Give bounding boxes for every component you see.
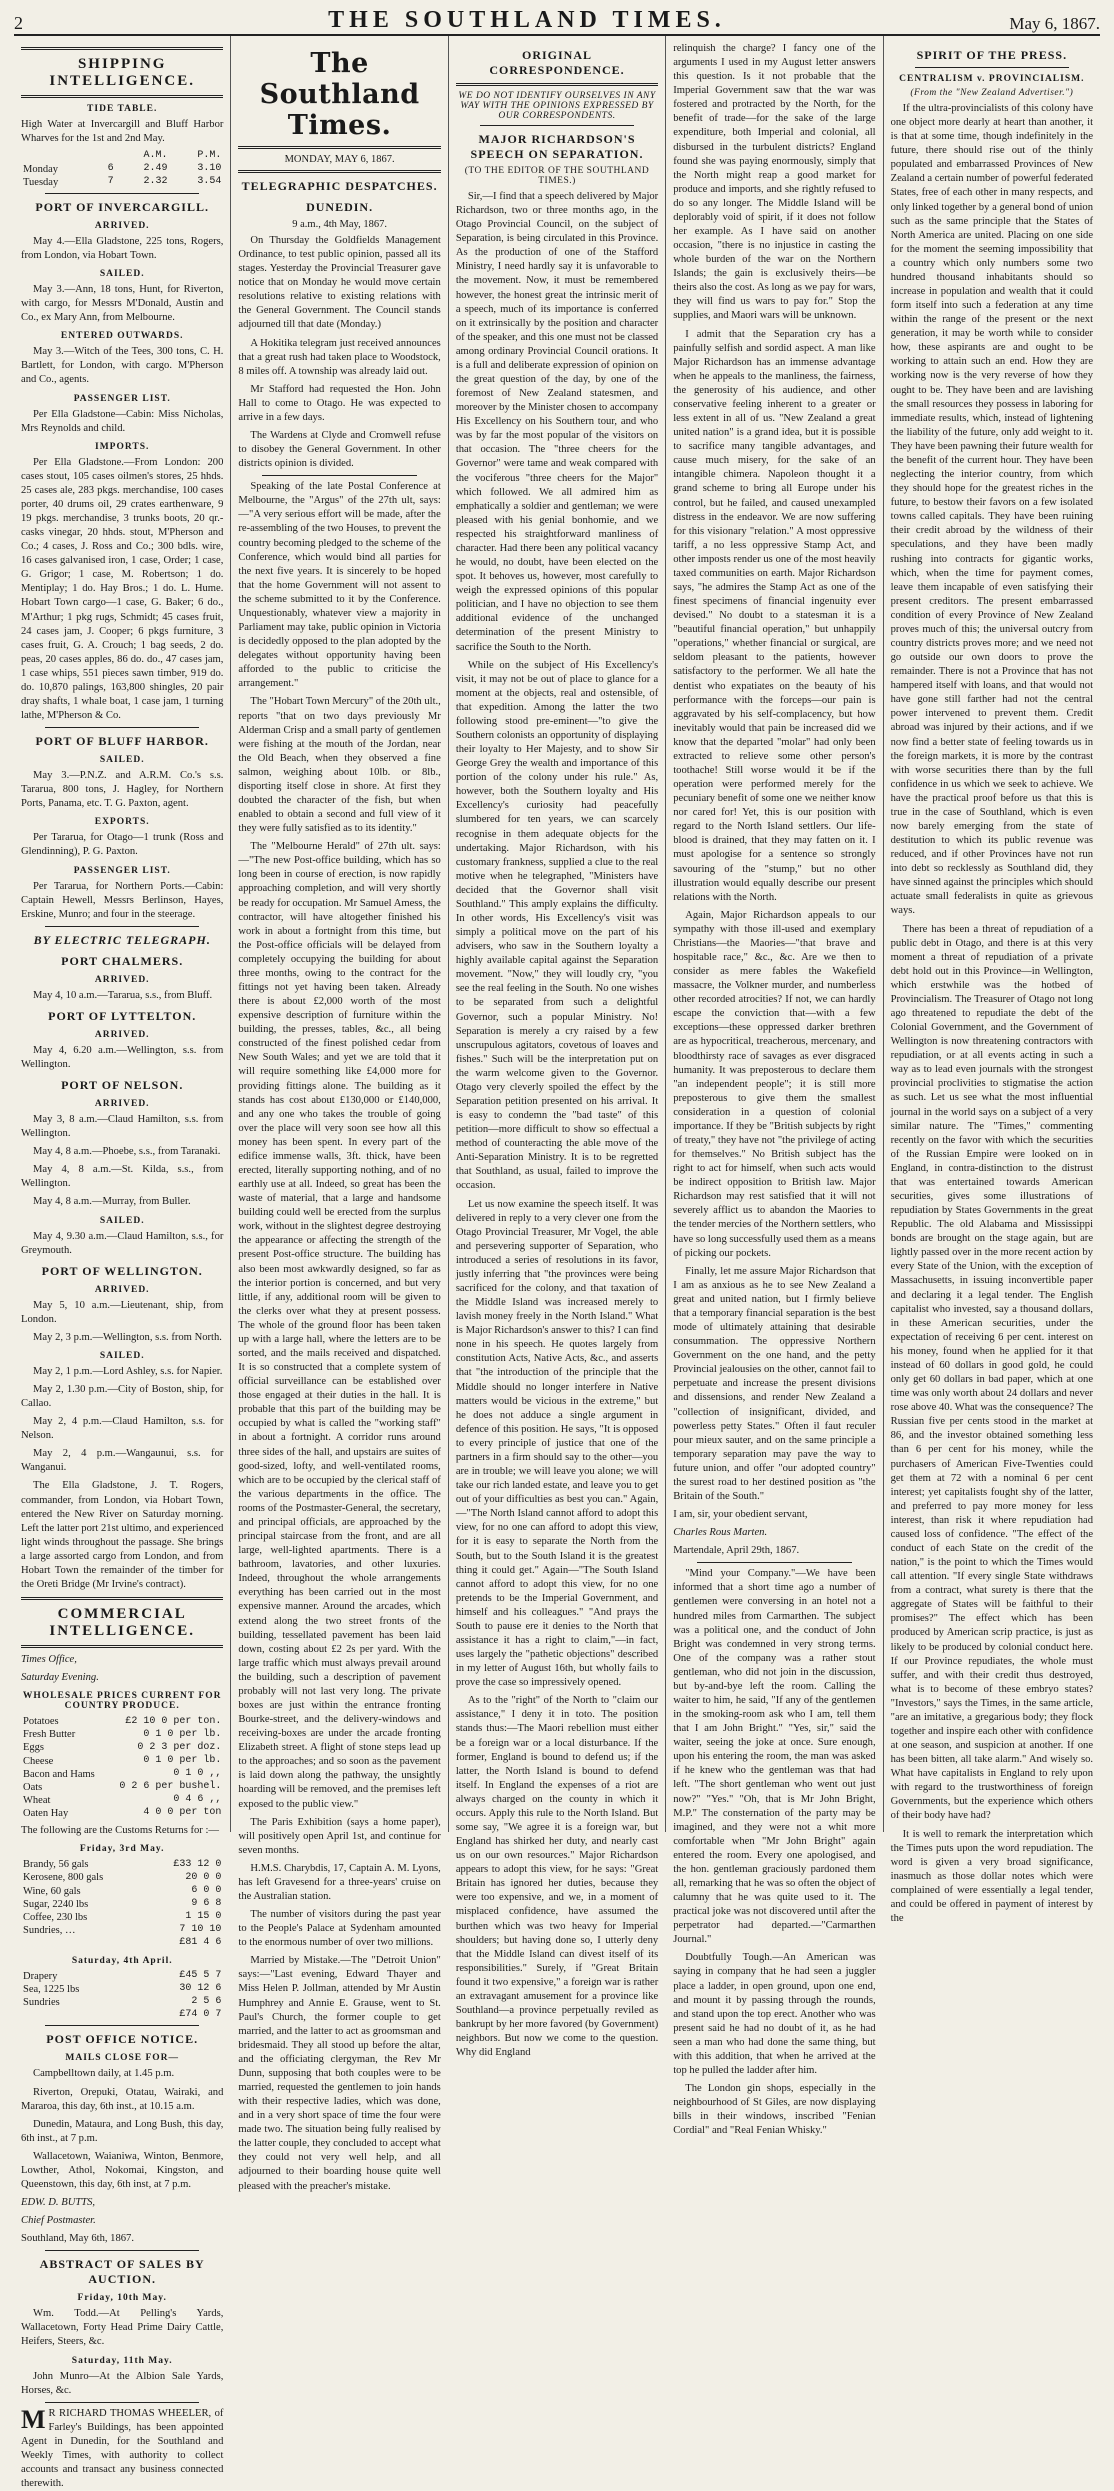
customs-table-friday <box>21 1858 223 1949</box>
customs-table-saturday <box>21 1970 223 2022</box>
table-row: Cheese 0 1 0 per lb. <box>23 1754 222 1767</box>
port-bluff-heading: PORT OF BLUFF HARBOR. <box>35 734 209 749</box>
shipping-heading: SHIPPING INTELLIGENCE. <box>49 56 196 89</box>
telegraph-heading: TELEGRAPHIC DESPATCHES. <box>241 179 438 193</box>
table-row: Oats 0 2 6 per bushel. <box>23 1781 222 1793</box>
page-number: 2 <box>14 13 23 33</box>
table-row: Coffee, 230 lbs 1 15 0 <box>23 1911 222 1923</box>
column-correspondence-cont: relinquish the charge? I fancy one of the arguments I used in my August letter answers this question. Is it not probable that the Imperial Government saw that the war was fostered and protracted by the North, for the benefit of trade—for the sake of the large expenditure, both Imperial and colonial, all disbursed in the turbulent districts? England found she was paying enormously, simply that the North might reap a good market for produce and imports, and she rightly refused to do so any longer. The Middle Island will be deplorably void of spirit, if it does not follow her example. As I have said on another occasion, "there is no injustice in casting the whole burden of the war on the Northern Islands; the gain is exclusively theirs—be theirs also the cost. As long as we pay for wars, they will find us wars to pay for." Stop the supplies, and Maori wars will be unknown. I admit that the Separation cry has a painfully selfish and sordid aspect. A man like Major Richardson has an immense advantage when he appeals to the manliness, the fairness, the generosity of his audience, and other conservative feeling inherent to a greater or less extent in all of us. "New Zealand a great united nation" is a grand idea, but it is possible to sacrifice many tangible advantages, and cause much misery, for the sake of an intangible chimera. Napoleon thought it a grand scheme to bring all Europe under his control, but he failed, and caused unexampled distress in the endeavor. We are now suffering for this visionary "relation." A most oppressive tariff, a no less oppressive Stamp Act, and other imposts render us one of the most heavily taxed communities on earth. Major Richardson says, "he admires the Stamp Act as one of the finest specimens of financial ingenuity ever devised." No doubt to a statesman it is a "beautiful financial operation," but unhappily "operations," whether financial or surgical, are seldom pleasant to the patients, however satisfactory to the performer. We all hate the dentist who expatiates on the beauty of his performance with the forceps—our pain is aggravated by his self-complacency, but how inevitably would that pain be increased did we know that the departed "molar" had only been extracted to relieve some other person's toothache! Still worse would it be if the operation were performed merely for the pecuniary benefit of some one we neither know nor cared for! Yet, this is our position with regard to the North Island settlers. Our life-blood is drained, that they may fatten on it. I must apologise for a sentence so strongly savouring of the "stump," but no other illustration would equally describe our present relations with the North. Again, Major Richardson appeals to our sympathy with those ill-used and exemplary Christians—the Maories—"that brave and hospitable race," &c., &c. Are we then to consider as mere fables the Wakefield massacre, the Volkner murder, and numberless other recorded atrocities? If not, we can hardly escape the conviction that—with a few exceptions—these oppressed darker brethren are as hypocritical, treacherous, mercenary, and bloodthirsty race of savages as ever disgraced humanity. It was preposterous to declare them "an independent people"; it is still more preposterous to give them the smallest consideration in a question of colonial importance. If they be "British subjects by right of treaty," they have not "the privilege of acting for themselves." No British subject has the right to act for himself, when such acts would be indirect opposition to British law. Major Richardson may rest satisfied that it will not severely afflict us to abandon the Maories to the tender mercies of the Northern settlers, who have so long successfully used them as a means of picking our pockets. Finally, let me assure Major Richardson that I am as anxious as he to see New Zealand a great and united nation, but I firmly believe that a temporary financial separation is the best mode of ultimately attaining that desirable consummation. The oppressive Northern Government on the one hand, and the petty Provincial jealousies on the other, cannot fail to perpetuate and increase the present divisions and dissensions, and render New Zealand a "collection of insignificant, divided, and powerless petty States." Often il faut reculer pour mieux sauter, and on the same principle a temporary separation may pave the way to future union, and offer "our adopted country" the surest road to her destined position as "the Britain of the South." I am, sir, your obedient servant, Charles Rous Marten. Martendale, April 29th, 1867. "Mind your Company."—We have been informed that a short time ago a number of gentlemen were conversing in an hotel not a hundred miles from Carmarthen. The subject was a political one, and the conduct of John Bright was condemned in very strong terms. One of the company was a rather stout gentleman, who did not join in the discussion, but by-and-bye left the room. Calling the waiter to him, he said, "If any of the gentlemen in the smoking-room ask who I am, tell them that I am John Bright." "Yes, sir," said the waiter, seeing the joke at once. Sure enough, upon his entering the room, the man was asked if he knew who the gentleman was that had left. "The short gentleman who went out just now?" "Yes." "Oh, that is Mr John Bright, M.P." The consternation of the party may be imagined, and they were not a whit more comfortable when "Mr John Bright" again entered the room. Every one apologised, and the hon. gentleman graciously pardoned them all, remarking that he was so often the object of calumny that he was quite used to it. The practical joke was not discovered until after the perpetrator had departed.—"Carmarthen Journal." Doubtfully Tough.—An American was saying in company that he had seen a juggler place a ladder, in open ground, upon one end, and mount it by passing through the rounds, and stand upon the top erect. Another who was present said he had no doubt of it, as he had seen a man who had done the same thing, but with this addition, that when he arrived at the top he pulled the ladder after him. The London gin shops, especially in the neighbourhood of St Giles, are now displaying bills in their windows, inscribed "Fenian Cordial" and "Real Fenian Whisky." <box>666 36 883 1832</box>
post-office-heading: POST OFFICE NOTICE. <box>46 2032 199 2047</box>
table-row: Brandy, 56 gals £33 12 0 <box>23 1858 222 1871</box>
tide-row: Monday 6 2.49 3.10 <box>23 162 222 175</box>
commercial-heading: COMMERCIAL INTELLIGENCE. <box>49 1606 196 1640</box>
correspondence-heading: ORIGINAL CORRESPONDENCE. <box>489 48 625 77</box>
table-row: Sundries 2 5 6 <box>23 1996 222 2008</box>
tide-table-title: TIDE TABLE. <box>87 104 158 114</box>
ella-gladstone-note: The Ella Gladstone, J. T. Rogers, commander, from London, via Hobart Town, entered the New River on Saturday morning. Left the latter port 21st ultimo, and experienced light winds throughout the passage. She brings a large assorted cargo from London, and from Hobart Town the remainder of the timber for the Oreti Bridge (Mr Irvine's contract). <box>21 1480 224 1590</box>
masthead <box>14 0 1100 36</box>
auction-heading: ABSTRACT OF SALES BY AUCTION. <box>39 2257 205 2287</box>
column-spirit-of-press: SPIRIT OF THE PRESS. CENTRALISM v. PROVINCIALISM. (From the "New Zealand Advertiser.") If the ultra-provincialists of this colony have one object more dearly at heart than another, it is that at some time, though indefinitely in the future, there should rise out of the thinly populated and embarrassed Provinces of New Zealand a certain number of powerful federated States, free of each other in many respects, and only linked together by a general bond of union such as the same principle that the States of North America are united. Placing on one side for the moment the seeming impossibility that a country which only numbers some two hundred thousand inhabitants should so increase in population and wealth that it could form itself into such a federation at any time within the range of the present or the next generation, it may be worth while to consider how, these aspirants are and ought to be working to attain such an end. How they are working now is the very reverse of how they ought to be. They have been and are lavishing the small resources they possess in laboring for immediate results, which, instead of lightening the liability of the future, only add weight to it. They have been pawning their future wealth for the benefit of the current hour. They have been neglecting the interior country, from which they should hope for the greatest riches in the future, to bestow their favors on a few isolated towns called capitals. They have been ruining their credit abroad by the wildness of their speculations, and they have been madly rushing into contracts for gigantic works, which, when the time for payment comes, leave them incapable of even satisfying their present creditors. The present embarrassed condition of every Province of New Zealand proves much of this; the universal outcry from country districts proves more; and we need not go outside our own doors to prove the remainder. There is not a Province that has not hampered itself with loans, and that would not have gone still farther had not the central power intervened to prevent them. Credit abroad was injured by their actions, and if we now find a better state of feeling towards us in the foreign markets, it is more by the contrast with worse securities there than by the full confidence in us which we seek to achieve. We have the practical proof before us that this is true in the case of Southland, which is even now barely emerging from the state of destitution to which its public revenue was reduced, and if other Provinces have not run into debt so recklessly as Southland did, they have sinned against the principles which should actuate small federalists in quite as grievous ways. There has been a threat of repudiation of a public debt in Otago, and there is at this very moment a threat of repudiation of a private debt hold out in this Province—in Wellington, which erstwhile was the hotbed of Provincialism. The Treasurer of Otago not long ago threatened to repudiate the debt of the Colonial Government, and the Government of Wellington is now threatening contractors with repudiation, or at all events acting in such a way as to lead even journals with the strongest provincial proclivities to stigmatise the action as such. Let us see what the most influential journal in the world says on a subject of a very similar nature. The "Times," commenting recently on the favor with which the securities of the Russian Empire were looked on in England, in contra-distinction to the distrust that was entertained towards American securities, gives some illustrations of repudiation by States Governments in the great Republic. The old Alabama and Mississippi bonds are brought on the stage again, but are lightly passed over in the more recent action by every State of the Union, with the exception of Massachusetts, in issuing inconvertible paper and declaring it a legal tender. The English capitalist who invested, say a thousand dollars, in these American securities, under the expectation of receiving 6 per cent. interest on his money, found when he applied for it that instead of 60 dollars in good gold, he could only get 60 dollars in bad paper, which at one time was only worth about 24 dollars and never rose above 40. What was the consequence? The Russian five per cents stood in the market at 86, and the investor obtained something less than 6 per cent for his money, while the purchasers of American Five-Twenties could get them at 72 with a nominal 6 per cent interest; yet capitalists fought shy of the latter, and preferred to pay more money for less interest, than risk it where repudiation had caused loss of confidence. "The effect of the conduct of each State on the credit of the nation," is the point to which the Times would call attention. "If every single State withdraws from a contract, what surety is there that the aggregate of States will be faithful to their promises?" The effect which has been produced by American scrip practice, is just as likely to be produced by colonial conduct here. If our Province repudiates, the whole must suffer, and with their credit thus destroyed, what is to become of these embryo states? "Investors," says the Times, in the same article, "are an imitative, a gregarious body; they flock together and inspire each other with confidence at one season, and suspicion at another. If one has been bitten, all take alarm." And wisely so. What have capitalists in England to rely upon with regard to the trustworthiness of foreign Governments, but the experience which others of their body have had? It is well to remark the interpretation which the Times puts upon the word repudiation. The word is given a very broad significance, inasmuch as those dollar notes which were complained of were essentially a legal tender, and could be offered in payment of interest by the <box>890 48 1094 1924</box>
table-row: Sugar, 2240 lbs 9 6 8 <box>23 1897 222 1910</box>
table-row: Oaten Hay 4 0 0 per ton <box>23 1807 222 1820</box>
letter-title: MAJOR RICHARDSON'S SPEECH ON SEPARATION. <box>470 132 644 161</box>
tide-row: Tuesday 7 2.32 3.54 <box>23 176 222 188</box>
table-row: Sea, 1225 lbs 30 12 6 <box>23 1982 222 1995</box>
tide-note: High Water at Invercargill and Bluff Harbor Wharves for the 1st and 2nd May. <box>21 119 224 145</box>
table-total: £81 4 6 <box>179 1937 222 1949</box>
table-row: Potatoes £2 10 0 per ton. <box>23 1715 222 1728</box>
table-row: Wheat 0 4 6 ,, <box>23 1794 222 1806</box>
table-row: Fresh Butter 0 1 0 per lb. <box>23 1728 222 1741</box>
table-row: Sundries, … 7 10 10 <box>23 1924 222 1936</box>
agent-notice: M R RICHARD THOMAS WHEELER, of Farley's Buildings, has been appointed Agent in Dunedin, for the Southland and Weekly Times, with authority to collect accounts and transact any business connected therewith. <box>21 2404 224 2490</box>
column-shipping: SHIPPING INTELLIGENCE. TIDE TABLE. High Water at Invercargill and Bluff Harbor Wharves for the 1st and 2nd May. A.M. P.M. Monday 6 2.49 3.10 Tuesday 7 2.32 3.54 PORT OF INVERCARGILL. ARRIVED. May 4.—Ella Gladstone, 225 tons, Rogers, from London, via Hobart Town. SAILED. May 3.—Ann, 18 tons, Hunt, for Riverton, with cargo, for Messrs M'Donald, Austin and Co., ex Mary Ann, from Melbourne. ENTERED OUTWARDS. May 3.—Witch of the Tees, 300 tons, C. H. Bartlett, for London, with cargo. M'Pherson and Co., agents. PASSENGER LIST. Per Ella Gladstone—Cabin: Miss Nicholas, Mrs Reynolds and child. IMPORTS. Per Ella Gladstone.—From London: 200 cases stout, 105 cases oilmen's stores, 25 hhds. 25 cases ale, 283 pkgs. merchandise, 100 cases porter, 40 drums oil, 29 crates earthenware, 9 19 pkgs. merchandise, 3 trunks boots, 20 qr.-casks vinegar, 20 hhds. stout, M'Pherson and Co.; 4 cases, J. Ross and Co.; 300 bdls. wire, 16 cases galvanised iron, 1 case, Order; 1 case, G. Grigor; 1 case, M. Robertson; 1 do. Mentiplay; 1 do. Hay Bros.; 1 do. L. Hume. Hobart Town cargo—1 case, G. Baker; 6 do., M'Arthur; 1 pkg rugs, Schmidt; 45 cases fruit, 24 cases jam, J. Cooper; 6 pkgs furniture, 3 cases fruit, G. A. Crouch; 1 bag seeds, 2 do. peas, 20 cases apples, 86 do. do., 47 cases jam, 1 case whips, 551 pieces sawn timber, 919 do. do. 10,870 palings, 163,800 shingles, 20 pair dray shafts, 1 whale boat, 1 case jam, 1 turning lathe, M'Pherson & Co. PORT OF BLUFF HARBOR. SAILED. May 3.—P.N.Z. and A.R.M. Co.'s s.s. Tararua, 800 tons, J. Hagley, for Northern Ports, Panama, etc. T. G. Paxton, agent. EXPORTS. Per Tararua, for Otago—1 trunk (Ross and Glendinning), P. G. Paxton. PASSENGER LIST. Per Tararua, for Northern Ports.—Cabin: Captain Hewell, Messrs Berlinson, Hayes, Erskine, Munro; and four in the steerage. BY ELECTRIC TELEGRAPH. PORT CHALMERS. ARRIVED. May 4, 10 a.m.—Tararua, s.s., from Bluff. PORT OF LYTTELTON. ARRIVED. May 4, 6.20 a.m.—Wellington, s.s. from Wellington. PORT OF NELSON. ARRIVED. May 3, 8 a.m.—Claud Hamilton, s.s. from Wellington. May 4, 8 a.m.—Phoebe, s.s., from Taranaki. May 4, 8 a.m.—St. Kilda, s.s., from Wellington. May 4, 8 a.m.—Murray, from Buller. SAILED. May 4, 9.30 a.m.—Claud Hamilton, s.s., for Greymouth. PORT OF WELLINGTON. ARRIVED. May 5, 10 a.m.—Lieutenant, ship, from London. May 2, 3 p.m.—Wellington, s.s. from North. SAILED. May 2, 1 p.m.—Lord Ashley, s.s. for Napier. May 2, 1.30 p.m.—City of Boston, ship, for Callao. May 2, 4 p.m.—Claud Hamilton, s.s. for Nelson. May 2, 4 p.m.—Wangaunui, s.s. for Wanganui. The Ella Gladstone, J. T. Rogers, commander, from London, via Hobart Town, entered the New River on Saturday morning. Left the latter port 21st ultimo, and experienced light winds throughout the passage. She brings a large assorted cargo from London, and from Hobart Town the remainder of the timber for the Oreti Bridge (Mr Irvine's contract). COMMERCIAL INTELLIGENCE. Times Office, Saturday Evening. WHOLESALE PRICES CURRENT FOR COUNTRY PRODUCE. Potatoes £2 10 0 per ton. Fresh Butter 0 1 0 per lb. Eggs 0 2 3 per doz. Cheese 0 1 0 per lb. Bacon and Hams 0 1 0 ,, Oats 0 2 6 per bushel. Wheat 0 4 6 ,, Oaten Hay 4 0 0 per ton The following are the Customs Returns for :— Friday, 3rd May. Brandy, 56 gals £33 12 0 Kerosene, 800 gals 20 0 0 Wine, 60 gals 6 0 0 Sugar, 2240 lbs 9 6 8 Coffee, 230 lbs 1 15 0 Sundries, … 7 10 10 £81 4 6 Saturday, 4th April. Drapery £45 5 7 Sea, 1225 lbs 30 12 6 Sundries 2 5 6 £74 0 7 POST OFFICE NOTICE. MAILS CLOSE FOR— Campbelltown daily, at 1.45 p.m. Riverton, Orepuki, Otatau, Wairaki, and Mararoa, this day, 6th inst., at 10.15 a.m. Dunedin, Mataura, and Long Bush, this day, 6th inst., at 7 p.m. Wallacetown, Waianiwa, Winton, Benmore, Lowther, Athol, Nokomai, Kingston, and Queenstown, this day, 6th inst, at 7 p.m. EDW. D. BUTTS, Chief Postmaster. Southland, May 6th, 1867. ABSTRACT OF SALES BY AUCTION. Friday, 10th May. Wm. Todd.—At Pelling's Yards, Wallacetown, Forty Head Prime Dairy Cattle, Heifers, Steers, &c. Saturday, 11th May. John Munro—At the Albion Sale Yards, Horses, &c. M R RICHARD THOMAS WHEELER, of Farley's Buildings, has been appointed Agent in Dunedin, for the Southland and Weekly Times, with authority to collect accounts and transact any business connected therewith. <box>14 36 231 1832</box>
letter-signer: Charles Rous Marten. <box>673 1527 768 1539</box>
table-row: Kerosene, 800 gals 20 0 0 <box>23 1871 222 1884</box>
table-row: Wine, 60 gals 6 0 0 <box>23 1884 222 1897</box>
newspaper-title: THE SOUTHLAND TIMES. <box>328 7 726 33</box>
blackletter-title: The Southland Times. <box>259 48 420 141</box>
tide-table: A.M. P.M. Monday 6 2.49 3.10 Tuesday 7 2.32 3.54 <box>23 150 222 188</box>
table-row: Bacon and Hams 0 1 0 ,, <box>23 1768 222 1780</box>
port-invercargill-heading: PORT OF INVERCARGILL. <box>35 199 209 214</box>
table-row: Eggs 0 2 3 per doz. <box>23 1741 222 1754</box>
electric-telegraph-heading: BY ELECTRIC TELEGRAPH. <box>33 932 211 947</box>
column-editorial: The Southland Times. MONDAY, MAY 6, 1867. TELEGRAPHIC DESPATCHES. DUNEDIN. 9 a.m., 4th May, 1867. On Thursday the Goldfields Management Ordinance, to test public opinion, passed all its stages. Yesterday the Provincial Treasurer gave notice that on Monday he would move certain resolutions relative to existing relations with the General Government. The Council stands adjourned till that date (Monday.) A Hokitika telegram just received announces that a great rush had taken place to Woodstock, 8 miles off. A township was already laid out. Mr Stafford had requested the Hon. John Hall to come to Otago. He was expected to arrive in a few days. The Wardens at Clyde and Cromwell refuse to disobey the General Government. In other districts opinion is divided. Speaking of the late Postal Conference at Melbourne, the "Argus" of the 27th ult, says:—"A very serious effort will be made, after the re-assembling of the two Houses, to prevent the country becoming pledged to the scheme of the Conference, which would bind all parties for the next five years. It is sincerely to be hoped that the home Government will not assent to the scheme submitted to it by the Conference. Unquestionably, whatever view a majority in Parliament may take, public opinion in Victoria is decidedly opposed to the plan adopted by the delegates without opportunity having been afforded to the public to criticise the arrangement." The "Hobart Town Mercury" of the 20th ult., reports "that on two days previously Mr Alderman Crisp and a small party of gentlemen were fishing at the mouth of the Jordan, near the Old Beach, when they observed a fine salmon, weighing about 10lb. or 8lb., disporting itself close in shore. At first they doubted the character of the fish, but when enabled to obtain a second and full view of it they were fully satisfied as to its identity." The "Melbourne Herald" of 27th ult. says:—"The new Post-office building, which has so long been in course of erection, is now rapidly approaching completion, and will very shortly be ready for occupation. Mr Samuel Amess, the contractor, will have altogether finished his work in about a fortnight from this time, but the Post-office officials will be delayed from completely occupying the building for about three months, owing to the contract for the fittings not yet having been taken. Already there is about £2,000 worth of the most expensive description of furniture within the building, the presses, tables, &c., all being constructed of the finest polished cedar from New South Wales; and yet we are told that it will require something like £4,000 more for providing fittings alone. The building as it stands has cost about £130,000 or £140,000, and any one who takes the trouble of going over the place will very soon see how all this money has been spent. In every part of the edifice immense walls, 3ft. thick, have been erected, literally supporting nothing, and of no earthly use at all. Indeed, so great has been the waste of material, that a large and handsome building could well be erected from the surplus work, without in the slightest degree destroying the appearance or affecting the strength of the present Post-office structure. The building has also been most awkwardly designed, so far as the interior portion is concerned, and but very little, if any, additional room will be given to the clerks over what they at present possess. The whole of the ground floor has been taken up with a large hall, where the letters are to be sorted, and the mails received and dispatched. It is so constructed that a complete system of official surveillance can be established over those engaged at their duties in the hall. It is probable that this part of the building may be occupied by what is called the "working staff" in about a fortnight. A corridor runs around three sides of the hall, and upstairs are suites of good-sized, lofty, and well-ventilated rooms, which are to be occupied by the clerical staff of the various departments in the office. The rooms of the Postmaster-General, the secretary, and principal officials, are approached by the principal staircase from the front, and are all large, well-lighted apartments. There is a bathroom, lavatories, and other luxuries. Indeed, throughout the whole arrangements everything has been carried out in the most expensive manner. Around the arcades, which extend along the two street fronts of the building, tessellated pavement has been laid down, costing about £2 2s per yard. With the large traffic which must always prevail around the building, such a description of pavement probably will not last very long. The private boxes are just within the entrance fronting Bourke-street, and the delivery-windows and receiving-boxes are under the arcade fronting Elizabeth street. A flight of stone steps lead up to the approaches; and so soon as the pavement is laid down along the pathway, the unsightly hoarding will be removed, and the premises left exposed to the public view." The Paris Exhibition (says a home paper), will positively open April 1st, and continue for seven months. H.M.S. Charybdis, 17, Captain A. M. Lyons, has left Gravesend for a three-years' cruise on the Australian station. The number of visitors during the past year to the People's Palace at Sydenham amounted to the enormous number of over two millions. Married by Mistake.—The "Detroit Union" says:—"Last evening, Edward Thayer and Miss Helen P. Jollman, attended by Mr Austin Humphrey and Annie E. Grause, went to St. Paul's Church, the former couple to get married, and the latter to act as groomsman and bridesmaid. They all stood up before the altar, and the officiating clergyman, the Rev Mr Dunn, supposing that both couples were to be married, requested the gentlemen to join hands with their respective ladies, which was done, and in a very short space of time the four were made two. The situation being fully realised by the latter couple, they concluded to accept what they could not very well help, and all adjourned to their boarding house quite well pleased with the preacher's mistake. <box>231 36 448 1832</box>
editorial-date: MONDAY, MAY 6, 1867. <box>284 154 395 165</box>
table-row: Drapery £45 5 7 <box>23 1969 222 1982</box>
column-correspondence: ORIGINAL CORRESPONDENCE. WE DO NOT IDENTIFY OURSELVES IN ANY WAY WITH THE OPINIONS EXPRESSED BY OUR CORRESPONDENTS. MAJOR RICHARDSON'S SPEECH ON SEPARATION. (TO THE EDITOR OF THE SOUTHLAND TIMES.) Sir,—I find that a speech delivered by Major Richardson, two or three months ago, in the Otago Provincial Council, on the subject of Separation, is being circulated in this Province. As the production of one of the Stafford Ministry, I need hardly say it is unfavorable to the movement. Now, it must be remembered however, the honest great the intrinsic merit of a speech, much of its importance is conferred on it extrinsically by the position and character of the speaker, and this one must not be classed among ordinary Provincial Council orations. It is a full and deliberate expression of opinion on the great question of the day, by one of the foremost of New Zealand statesmen, and moreover by the Minister chosen to accompany His Excellency on his Southern tour, and who was by far the most popular of the visitors on that occasion. The "three cheers for the Governor" were tame and weak compared with the vociferous "three cheers for the Major" which followed. We all admired him as emphatically a soldier and gentleman; we were pleased with his genial bonhomie, and we respected his straightforward manliness of character. Had there been any political vacancy he would, no doubt, have been elected on the spot. It behoves us, however, most carefully to weigh the expressed opinions of this popular politician, and I have no objection to see them additional evidence of the unchanged determination of the present Ministry to sacrifice the South to the North. While on the subject of His Excellency's visit, it may not be out of place to glance for a moment at the objects, real and ostensible, of that expedition. Among the latter the two following stood pre-eminent—"to give the Southern colonists an opportunity of displaying their loyalty to Her Majesty, and to show Sir George Grey the wealth and importance of this portion of the colony under his rule." As, however, both the Southern loyalty and His Excellency's curiosity had peacefully slumbered for ten years, we can scarcely recognise in them adequate objects for the undertaking. Major Richardson, with his customary frankness, supplied a clue to the real motive when he telegraphed, "Ministers have decided that the Governor shall visit Southland." This amply explains the difficulty. In other words, His Excellency's visit was simply a political move on the part of his advisers, who saw in the Southern loyalty a highly available capital against the Separation movement. "Now," they will loudly cry, "you see the real feeling in the South. No one wishes to be separated from such a delightful Governor, such a popular Ministry. No! Separation is merely a cry raised by a few unscrupulous agitators, covetous of loaves and fishes." Such will be the interpretation put on the warm welcome given to the Governor. Otago very cleverly spoiled the effect by the Separation petition presented on his arrival. It is easy to condemn the "bad taste" of this petition—more difficult to show so effectual a method of counteracting the able move of the Anti-Separation Ministry. It is to be regretted that Southland, as usual, failed to improve the occasion. Let us now examine the speech itself. It was delivered in reply to a very clever one from the Otago Provincial Treasurer, Mr Vogel, the able and persevering supporter of Separation, who introduced a series of resolutions in its favor, justly inferring that "the provinces were being sacrificed for the colony, and that taxation of the Middle Island was increased merely to lavish money freely in the North Island." What is Major Richardson's answer to this? I can find none in his speech. He quotes largely from constitution Acts, Native Acts, &c., and asserts that "the introduction of the principle that the Middle should no longer interfere in Native matters would be vicious in the extreme," but he does not adduce a single argument in defence of this position. He says, "It is opposed to every principle of justice that one of the partners in a firm should say to the other—you are in trouble; we will leave you alone; we will take our rich landed estate, and leave you to get out of your difficulties as best you can." Again,—"The North Island cannot afford to adopt this view, for no one can afford to adopt this view, for it is easy to separate the North from the South, but to the South Island it is the greatest thing it could get." Again—"The South Island cannot afford to adopt this view, for no one pretends to be the Imperial Government, and himself and his colleagues." "And prays the South to pause ere it denies to the North that assistance it has a right to claim,"—in fact, uses largely the "pathetic objections" described in my letter of August 16th, but wholly fails to prove the case so impressively opened. As to the "right" of the North to "claim our assistance," I deny it in toto. The position stands thus:—The Maori rebellion must either be a foreign war or a local disturbance. If the former, England is bound to defend us; if the latter, the North Island is bound to defend itself. In England the expenses of a riot are always charged on the county in which it occurs. Apply this rule to the North Island. But some say, "We agree it is a foreign war, but England has shirked her duty, and nearly cast us on our own resources." Major Richardson appears to adopt this view, for he says: "Great Britain has ignored her duties, because they were too expensive, and we, in a moment of misplaced confidence, have assumed the burthen which was two heavy for Imperial shoulders; but having done so, I utterly deny that the Middle Island can divest itself of its responsibilities." Surely, if "Great Britain found it two expensive," a foreign war is rather an extravagant amusement for a province like Southland—a province perpetually reviled as bankrupt by her more favored (by Government) neighbors. But now we come to the question. Why did England <box>449 36 666 1832</box>
spirit-heading: SPIRIT OF THE PRESS. <box>916 48 1068 62</box>
issue-date: May 6, 1867. <box>1009 14 1100 33</box>
table-total: £74 0 7 <box>179 2008 222 2020</box>
wholesale-prices-table <box>21 1715 223 1820</box>
